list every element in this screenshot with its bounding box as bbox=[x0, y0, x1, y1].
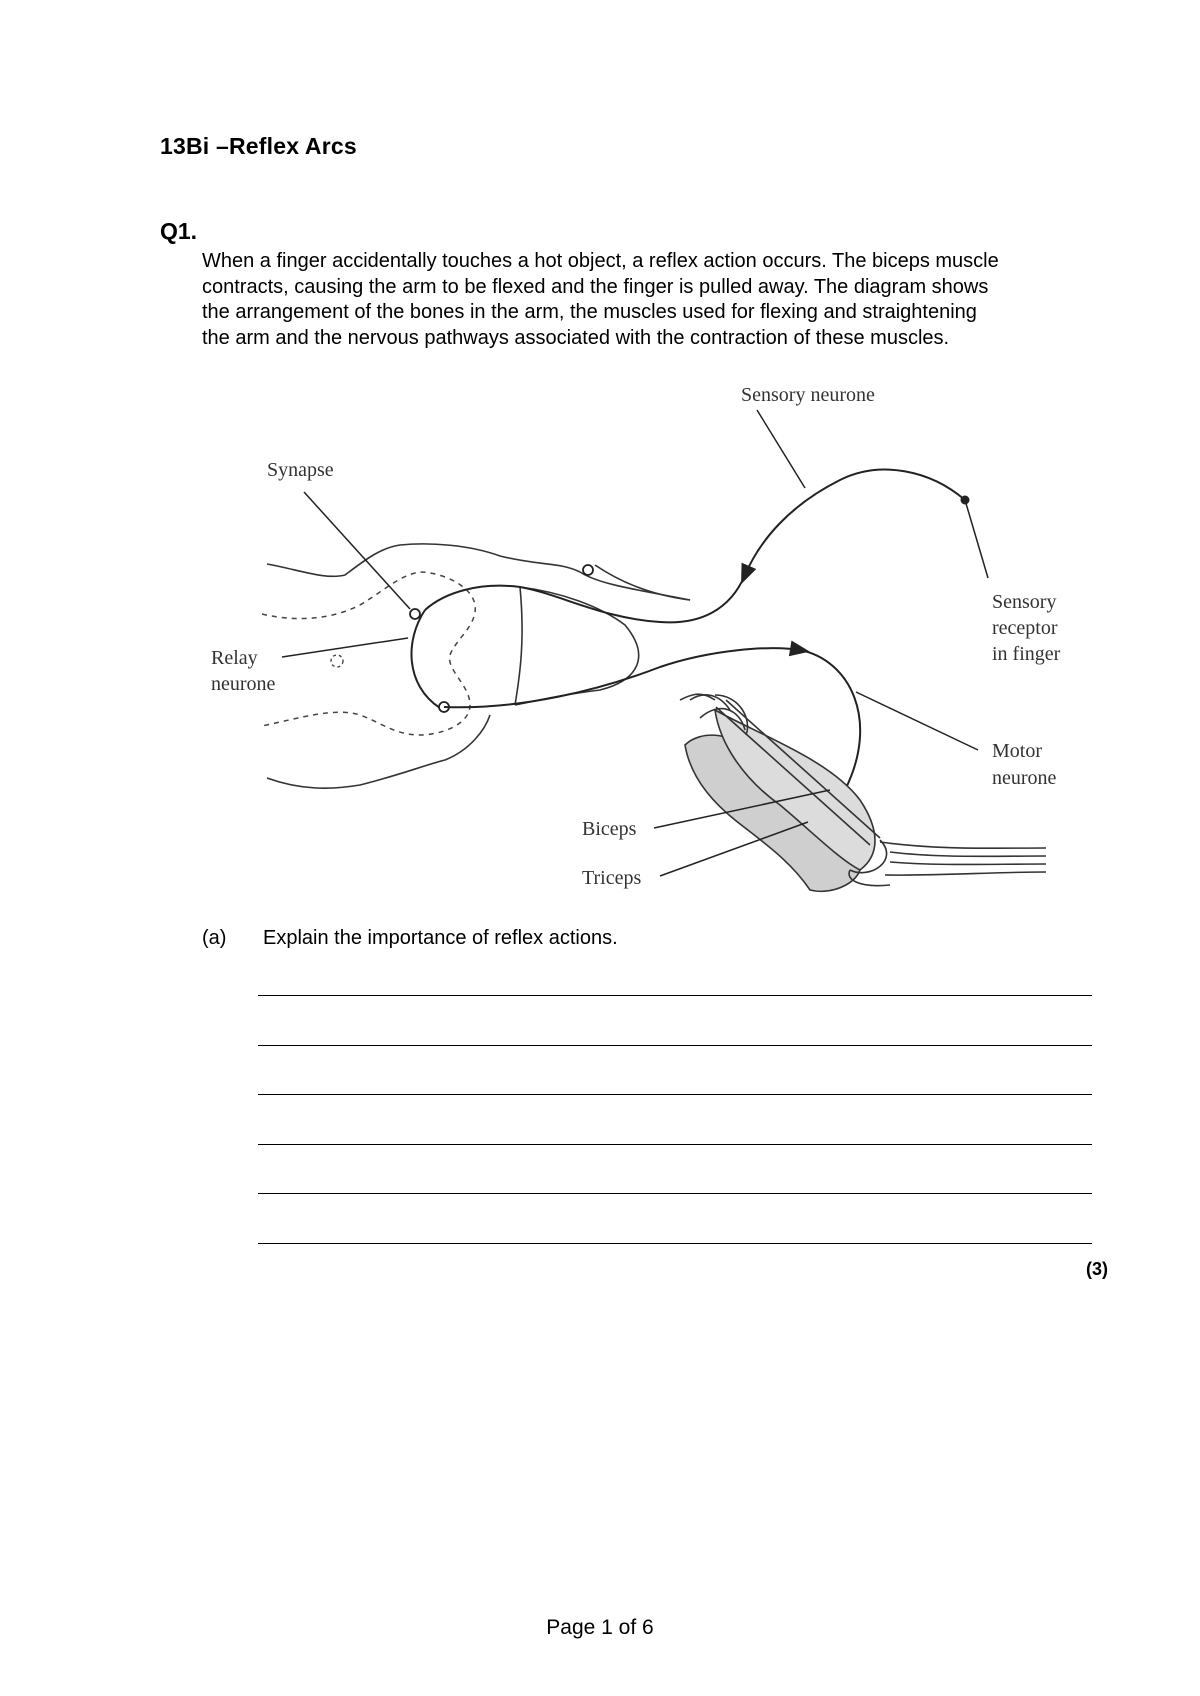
sensory-receptor-label: receptor bbox=[992, 617, 1058, 639]
answer-line[interactable] bbox=[258, 995, 1092, 996]
relay-neurone-label: Relay bbox=[211, 647, 258, 669]
relay-neurone-path bbox=[411, 610, 440, 708]
biceps-label: Biceps bbox=[582, 818, 637, 840]
intro-line: contracts, causing the arm to be flexed and the finger is pulled away. The diagram shows bbox=[202, 275, 989, 298]
question-intro bbox=[202, 249, 1107, 351]
intro-line: the arm and the nervous pathways associated with the contraction of these muscles. bbox=[202, 326, 950, 349]
triceps-label: Triceps bbox=[582, 867, 642, 889]
central-canal-icon bbox=[331, 655, 343, 667]
synapse-label: Synapse bbox=[267, 459, 334, 481]
motor-neurone-label: neurone bbox=[992, 767, 1057, 789]
answer-line[interactable] bbox=[258, 1193, 1092, 1194]
motor-neurone-path bbox=[444, 648, 860, 790]
dorsal-root-ganglion bbox=[515, 587, 639, 705]
answer-line[interactable] bbox=[258, 1094, 1092, 1095]
page-number: Page 1 of 6 bbox=[546, 1616, 654, 1639]
synapse-markers bbox=[410, 565, 593, 712]
marks-badge: (3) bbox=[1086, 1259, 1108, 1279]
answer-line[interactable] bbox=[258, 1144, 1092, 1145]
grey-matter-outline bbox=[262, 572, 475, 735]
leader-lines bbox=[282, 410, 988, 876]
question-number: Q1. bbox=[160, 218, 198, 244]
intro-line: When a finger accidentally touches a hot object, a reflex action occurs. The biceps muscle bbox=[202, 250, 999, 272]
sensory-receptor-label: Sensory bbox=[992, 591, 1057, 613]
part-letter: (a) bbox=[202, 927, 227, 949]
arm-drawing bbox=[680, 694, 1046, 891]
answer-area[interactable] bbox=[258, 995, 1092, 1292]
sensory-neurone-label: Sensory neurone bbox=[741, 384, 875, 406]
sensory-neurone-path bbox=[425, 470, 969, 623]
part-question: Explain the importance of reflex actions. bbox=[263, 927, 618, 949]
sensory-receptor-label: in finger bbox=[992, 643, 1061, 665]
answer-line[interactable] bbox=[258, 1243, 1092, 1244]
spinal-cord-outline bbox=[267, 544, 690, 788]
relay-neurone-label: neurone bbox=[211, 673, 276, 695]
answer-line[interactable] bbox=[258, 1045, 1092, 1046]
intro-line: the arrangement of the bones in the arm, the muscles used for flexing and straightening bbox=[202, 301, 977, 323]
motor-neurone-label: Motor bbox=[992, 740, 1042, 762]
page-title: 13Bi –Reflex Arcs bbox=[160, 133, 357, 159]
